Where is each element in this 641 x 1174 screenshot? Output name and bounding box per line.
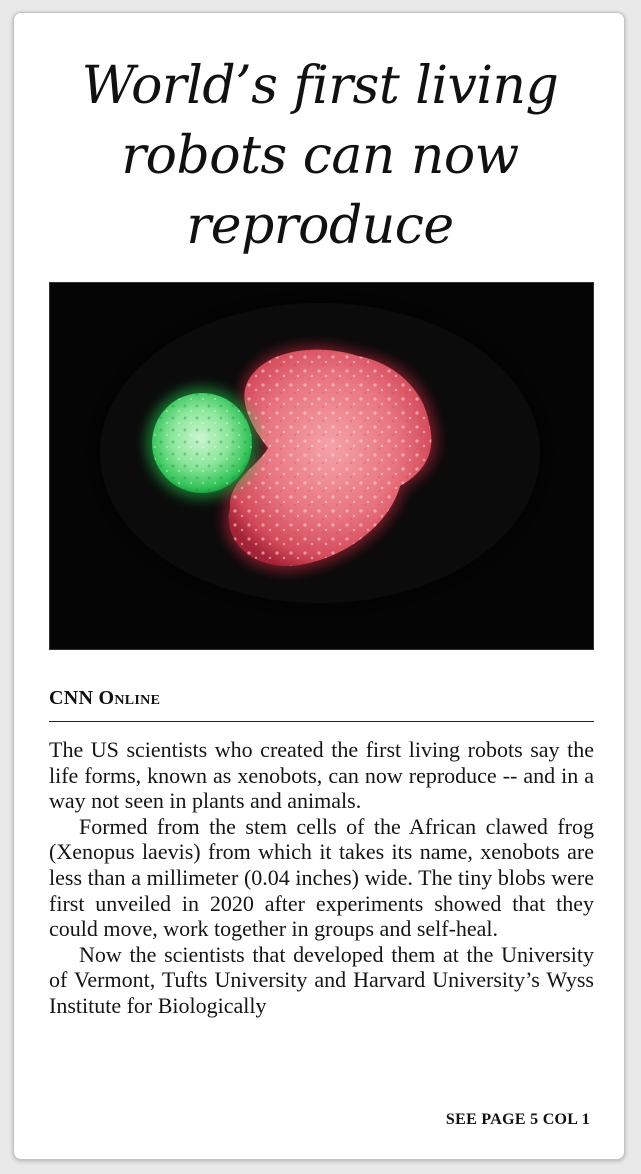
paragraph: Now the scientists that developed them at the University of Vermont, Tufts University and Harvard University’s Wyss Institute for Biologically (49, 941, 594, 1018)
continuation-line: SEE PAGE 5 COL 1 (445, 1111, 590, 1128)
xenobot-photo (49, 282, 594, 650)
newspaper-clipping (13, 12, 625, 1160)
source-divider (49, 721, 594, 722)
headline: World’s first living robots can now reproduce (81, 56, 559, 256)
paragraph: Formed from the stem cells of the African clawed frog (Xenopus laevis) from which it takes its name, xenobots are less than a millimeter (0.04 inches) wide. The tiny blobs were first unveiled in 2020 after experiments showed that they could move, work together in groups and self-heal. (49, 813, 594, 942)
paragraph: The US scientists who created the first living robots say the life forms, known as xenobots, can now reproduce -- and in a way not seen in plants and animals. (49, 737, 594, 814)
source-credit: CNN Online (49, 687, 161, 709)
article-body (49, 737, 594, 1019)
